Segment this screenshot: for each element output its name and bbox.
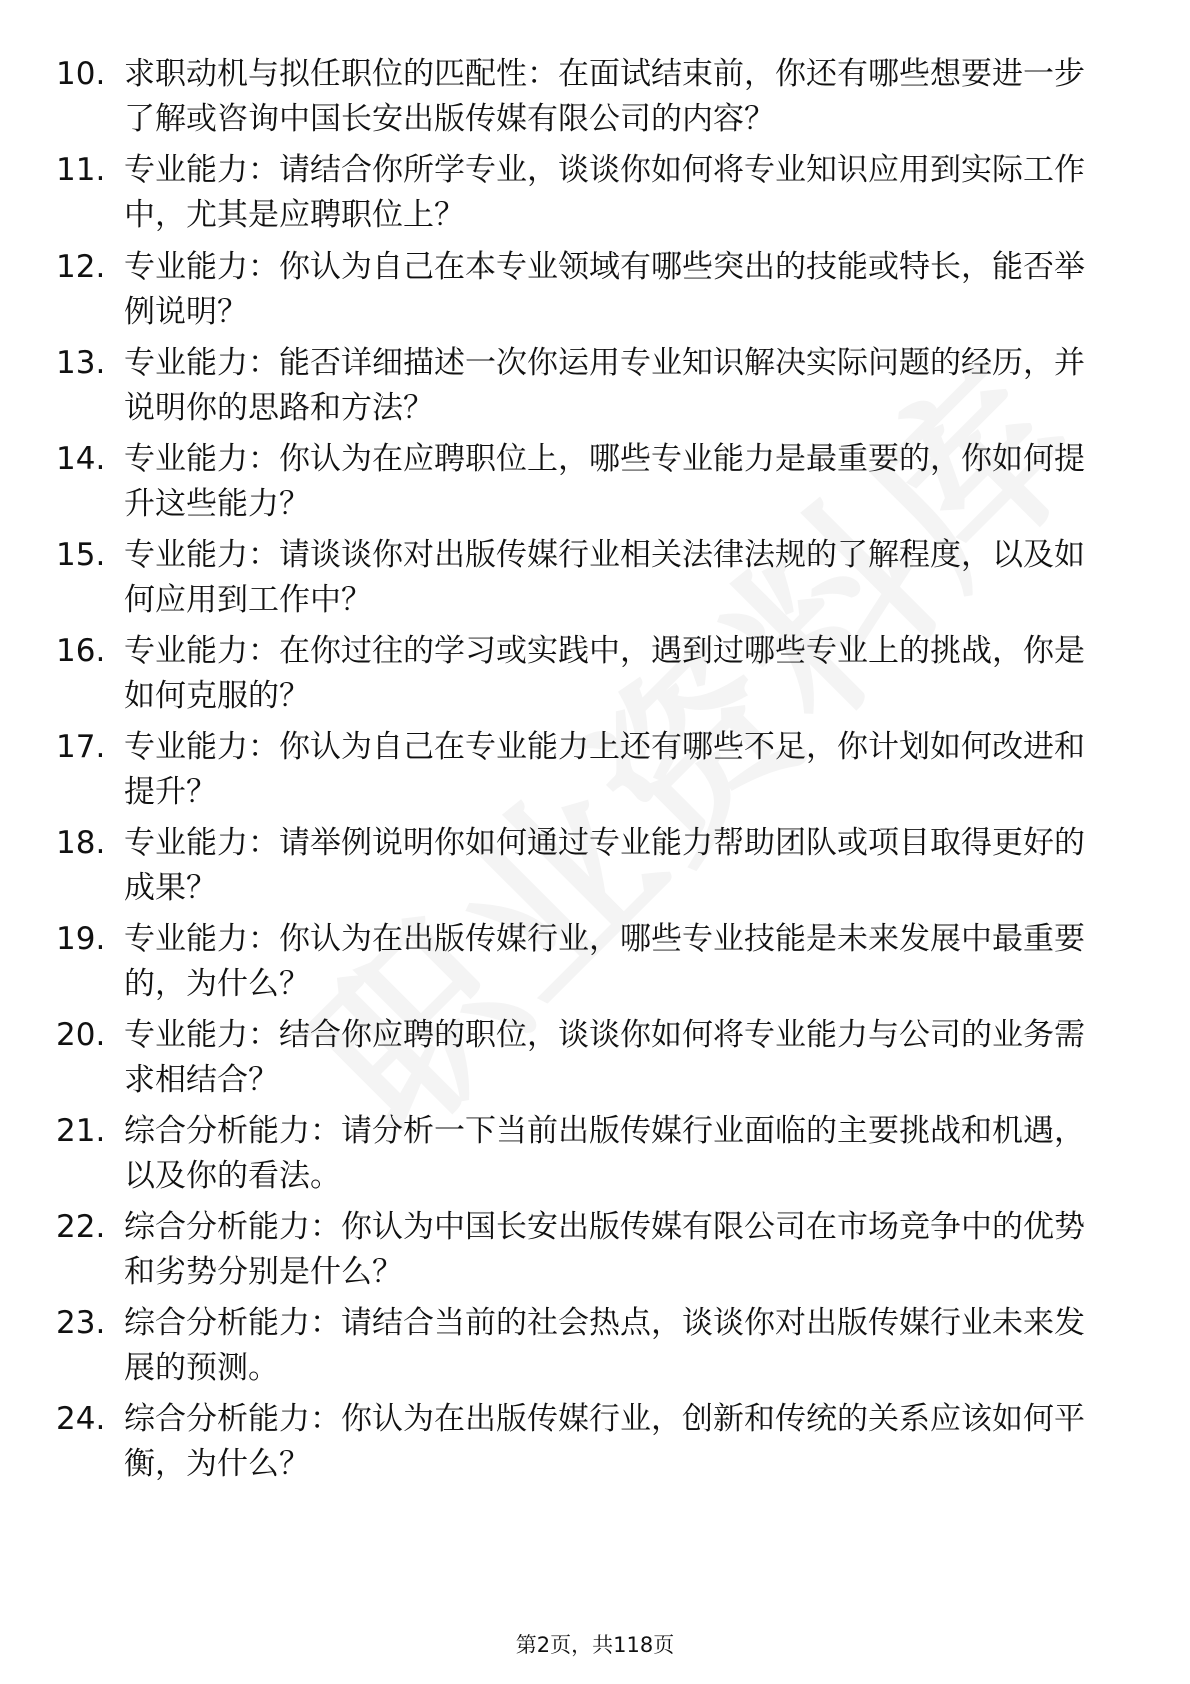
- question-number: 10.: [56, 56, 106, 92]
- question-text: 专业能力：你认为自己在专业能力上还有哪些不足，你计划如何改进和提升？: [124, 729, 1085, 810]
- list-item: [0, 533, 1190, 623]
- question-text: 专业能力：请举例说明你如何通过专业能力帮助团队或项目取得更好的成果？: [124, 825, 1085, 906]
- question-number: 17.: [56, 729, 106, 765]
- question-text: 专业能力：结合你应聘的职位，谈谈你如何将专业能力与公司的业务需求相结合？: [124, 1017, 1085, 1098]
- question-number: 19.: [56, 921, 106, 957]
- list-item: [0, 917, 1190, 1007]
- question-text: 专业能力：你认为在应聘职位上，哪些专业能力是最重要的，你如何提升这些能力？: [124, 441, 1085, 522]
- list-item: [0, 1205, 1190, 1295]
- question-text: 综合分析能力：你认为中国长安出版传媒有限公司在市场竞争中的优势和劣势分别是什么？: [124, 1209, 1085, 1290]
- question-number: 20.: [56, 1017, 106, 1053]
- question-number: 13.: [56, 345, 106, 381]
- question-number: 24.: [56, 1401, 106, 1437]
- question-number: 14.: [56, 441, 106, 477]
- list-item: [0, 52, 1190, 142]
- question-text: 专业能力：在你过往的学习或实践中，遇到过哪些专业上的挑战，你是如何克服的？: [124, 633, 1085, 714]
- question-number: 23.: [56, 1305, 106, 1341]
- list-item: [0, 725, 1190, 815]
- question-number: 22.: [56, 1209, 106, 1245]
- question-number: 15.: [56, 537, 106, 573]
- question-text: 专业能力：请谈谈你对出版传媒行业相关法律法规的了解程度，以及如何应用到工作中？: [124, 537, 1085, 618]
- question-text: 专业能力：你认为自己在本专业领域有哪些突出的技能或特长，能否举例说明？: [124, 249, 1085, 330]
- page-footer: 第2页，共118页: [515, 1633, 675, 1657]
- question-number: 11.: [56, 152, 106, 188]
- list-item: [0, 148, 1190, 238]
- question-text: 综合分析能力：请分析一下当前出版传媒行业面临的主要挑战和机遇，以及你的看法。: [124, 1113, 1085, 1194]
- question-text: 综合分析能力：请结合当前的社会热点，谈谈你对出版传媒行业未来发展的预测。: [124, 1305, 1085, 1386]
- question-number: 21.: [56, 1113, 106, 1149]
- question-number: 16.: [56, 633, 106, 669]
- question-number: 18.: [56, 825, 106, 861]
- list-item: [0, 341, 1190, 431]
- question-number: 12.: [56, 249, 106, 285]
- list-item: [0, 1397, 1190, 1487]
- list-item: [0, 1013, 1190, 1103]
- list-item: [0, 1301, 1190, 1391]
- list-item: [0, 245, 1190, 335]
- list-item: [0, 821, 1190, 911]
- question-text: 专业能力：你认为在出版传媒行业，哪些专业技能是未来发展中最重要的，为什么？: [124, 921, 1085, 1002]
- list-item: [0, 437, 1190, 527]
- question-text: 综合分析能力：你认为在出版传媒行业，创新和传统的关系应该如何平衡，为什么？: [124, 1401, 1085, 1482]
- question-text: 专业能力：请结合你所学专业，谈谈你如何将专业知识应用到实际工作中，尤其是应聘职位上？: [124, 152, 1085, 233]
- list-item: [0, 1109, 1190, 1199]
- question-text: 专业能力：能否详细描述一次你运用专业知识解决实际问题的经历，并说明你的思路和方法？: [124, 345, 1085, 426]
- question-text: 求职动机与拟任职位的匹配性：在面试结束前，你还有哪些想要进一步了解或咨询中国长安出版传媒有限公司的内容？: [124, 56, 1085, 137]
- list-item: [0, 629, 1190, 719]
